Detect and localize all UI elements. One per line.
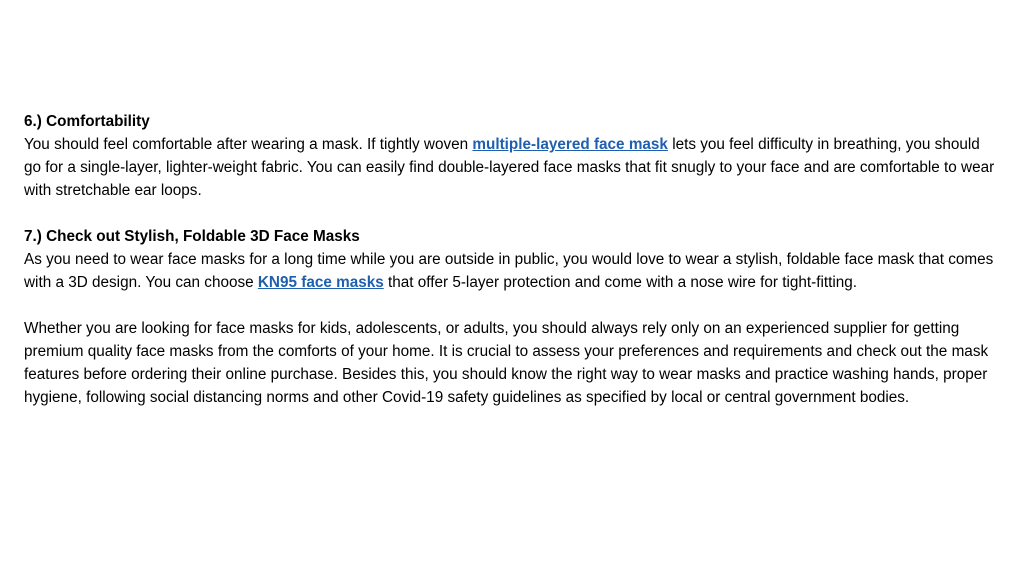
- paragraph-text: that offer 5-layer protection and come with a nose wire for tight-fitting.: [383, 274, 858, 291]
- slide-content: [24, 110, 1000, 432]
- section-heading: 7.) Check out Stylish, Foldable 3D Face Masks: [24, 228, 360, 245]
- section-paragraph: [24, 133, 1000, 202]
- paragraph-text: As you need to wear face masks for a long time while you are outside in public, you would love to wear a stylish, foldable face mask that comes with a 3D design. You can choose: [24, 251, 994, 291]
- multiple-layered-face-mask-link[interactable]: multiple-layered face mask: [472, 136, 668, 153]
- section-paragraph: [24, 248, 1000, 294]
- section-comfortability: [24, 110, 1000, 202]
- conclusion-paragraph: Whether you are looking for face masks for kids, adolescents, or adults, you should always rely only on an experienced supplier for getting premium quality face masks from the comforts of your home. It is crucial to assess your preferences and requirements and check out the mask features before ordering their online purchase. Besides this, you should know the right way to wear masks and practice washing hands, proper hygiene, following social distancing norms and other Covid-19 safety guidelines as specified by local or central government bodies.: [24, 320, 989, 406]
- section-stylish-masks: [24, 225, 1000, 294]
- paragraph-text: lets you feel difficulty in breathing, you should go for a single-layer, lighter-weight fabric. You can easily find double-layered face masks that fit snugly to your face and are comfortable to wear with stretchable ear loops.: [24, 136, 995, 199]
- paragraph-text: You should feel comfortable after wearing a mask. If tightly woven: [24, 136, 473, 153]
- section-conclusion: [24, 317, 1000, 409]
- kn95-face-masks-link[interactable]: KN95 face masks: [257, 274, 384, 291]
- section-heading: 6.) Comfortability: [24, 113, 150, 130]
